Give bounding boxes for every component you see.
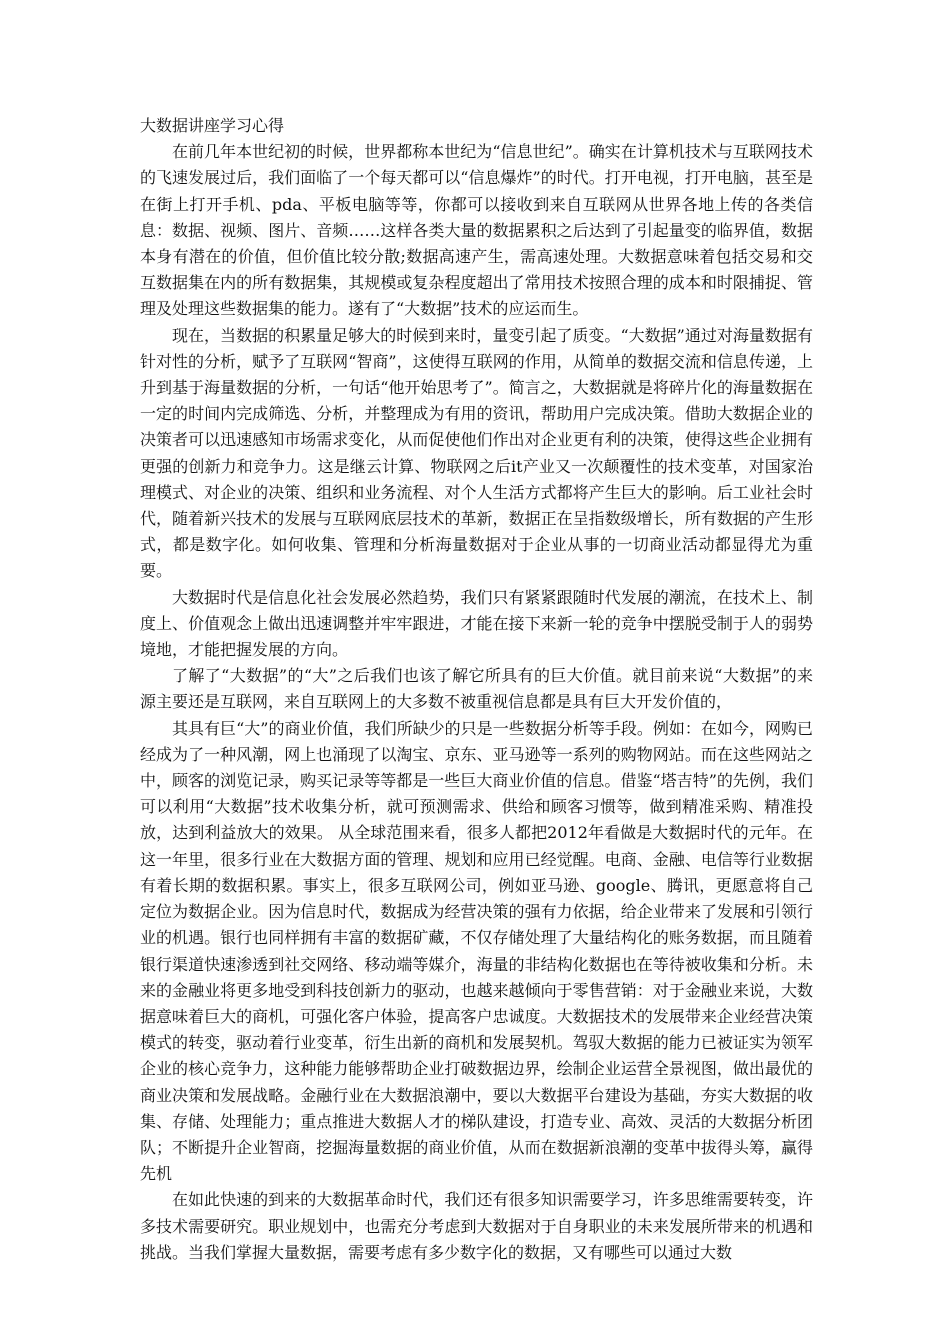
document-title: 大数据讲座学习心得 [140, 116, 285, 135]
paragraph-2: 现在，当数据的积累量足够大的时候到来时，量变引起了质变。“大数据”通过对海量数据有针对性的分析，赋予了互联网“智商”，这使得互联网的作用，从简单的数据交流和信息传递，上升到基于海量数据的分析，一句话“他开始思考了”。简言之，大数据就是将碎片化的海量数据在一定的时间内完成筛选、分析，并整理成为有用的资讯，帮助用户完成决策。借助大数据企业的决策者可以迅速感知市场需求变化，从而促使他们作出对企业更有利的决策，使得这些企业拥有更强的创新力和竞争力。这是继云计算、物联网之后it产业又一次颠覆性的技术变革，对国家治理模式、对企业的决策、组织和业务流程、对个人生活方式都将产生巨大的影响。后工业社会时代，随着新兴技术的发展与互联网底层技术的革新，数据正在呈指数级增长，所有数据的产生形式，都是数字化。如何收集、管理和分析海量数据对于企业从事的一切商业活动都显得尤为重要。 [140, 325, 813, 581]
paragraph-5: 其具有巨“大”的商业价值，我们所缺少的只是一些数据分析等手段。例如：在如今，网购已经成为了一种风潮，网上也涌现了以淘宝、京东、亚马逊等一系列的购物网站。而在这些网站之中，顾客的浏览记录，购买记录等等都是一些巨大商业价值的信息。借鉴“塔吉特”的先例，我们可以利用“大数据”技术收集分析，就可预测需求、供给和顾客习惯等，做到精准采购、精准投放，达到利益放大的效果。 从全球范围来看，很多人都把2012年看做是大数据时代的元年。在这一年里，很多行业在大数据方面的管理、规划和应用已经觉醒。电商、金融、电信等行业数据有着长期的数据积累。事实上，很多互联网公司，例如亚马逊、google、腾讯，更愿意将自己定位为数据企业。因为信息时代，数据成为经营决策的强有力依据，给企业带来了发展和引领行业的机遇。银行也同样拥有丰富的数据矿藏，不仅存储处理了大量结构化的账务数据，而且随着银行渠道快速渗透到社交网络、移动端等媒介，海量的非结构化数据也在等待被收集和分析。未来的金融业将更多地受到科技创新力的驱动，也越来越倾向于零售营销：对于金融业来说，大数据意味着巨大的商机，可强化客户体验，提高客户忠诚度。大数据技术的发展带来企业经营决策模式的转变，驱动着行业变革，衍生出新的商机和发展契机。驾驭大数据的能力已被证实为领军企业的核心竞争力，这种能力能够帮助企业打破数据边界，绘制企业运营全景视图，做出最优的商业决策和发展战略。金融行业在大数据浪潮中，要以大数据平台建设为基础，夯实大数据的收集、存储、处理能力；重点推进大数据人才的梯队建设，打造专业、高效、灵活的大数据分析团队；不断提升企业智商，挖掘海量数据的商业价值，从而在数据新浪潮的变革中拔得头筹，赢得先机 [140, 718, 813, 1184]
paragraph-3: 大数据时代是信息化社会发展必然趋势，我们只有紧紧跟随时代发展的潮流，在技术上、制度上、价值观念上做出迅速调整并牢牢跟进，才能在接下来新一轮的竞争中摆脱受制于人的弱势境地，才能把握发展的方向。 [140, 587, 813, 660]
document-body [140, 113, 813, 1266]
paragraph-1: 在前几年本世纪初的时候，世界都称本世纪为“信息世纪”。确实在计算机技术与互联网技术的飞速发展过后，我们面临了一个每天都可以“信息爆炸”的时代。打开电视，打开电脑，甚至是在街上打开手机、pda、平板电脑等等，你都可以接收到来自互联网从世界各地上传的各类信息：数据、视频、图片、音频……这样各类大量的数据累积之后达到了引起量变的临界值，数据本身有潜在的价值，但价值比较分散;数据高速产生，需高速处理。大数据意味着包括交易和交互数据集在内的所有数据集，其规模或复杂程度超出了常用技术按照合理的成本和时限捕捉、管理及处理这些数据集的能力。遂有了“大数据”技术的应运而生。 [140, 142, 813, 319]
paragraph-6: 在如此快速的到来的大数据革命时代，我们还有很多知识需要学习，许多思维需要转变，许多技术需要研究。职业规划中，也需充分考虑到大数据对于自身职业的未来发展所带来的机遇和挑战。当我们掌握大量数据，需要考虑有多少数字化的数据，又有哪些可以通过大数 [140, 1190, 813, 1262]
paragraph-4: 了解了“大数据”的“大”之后我们也该了解它所具有的巨大价值。就目前来说“大数据”的来源主要还是互联网，来自互联网上的大多数不被重视信息都是具有巨大开发价值的， [140, 666, 813, 712]
